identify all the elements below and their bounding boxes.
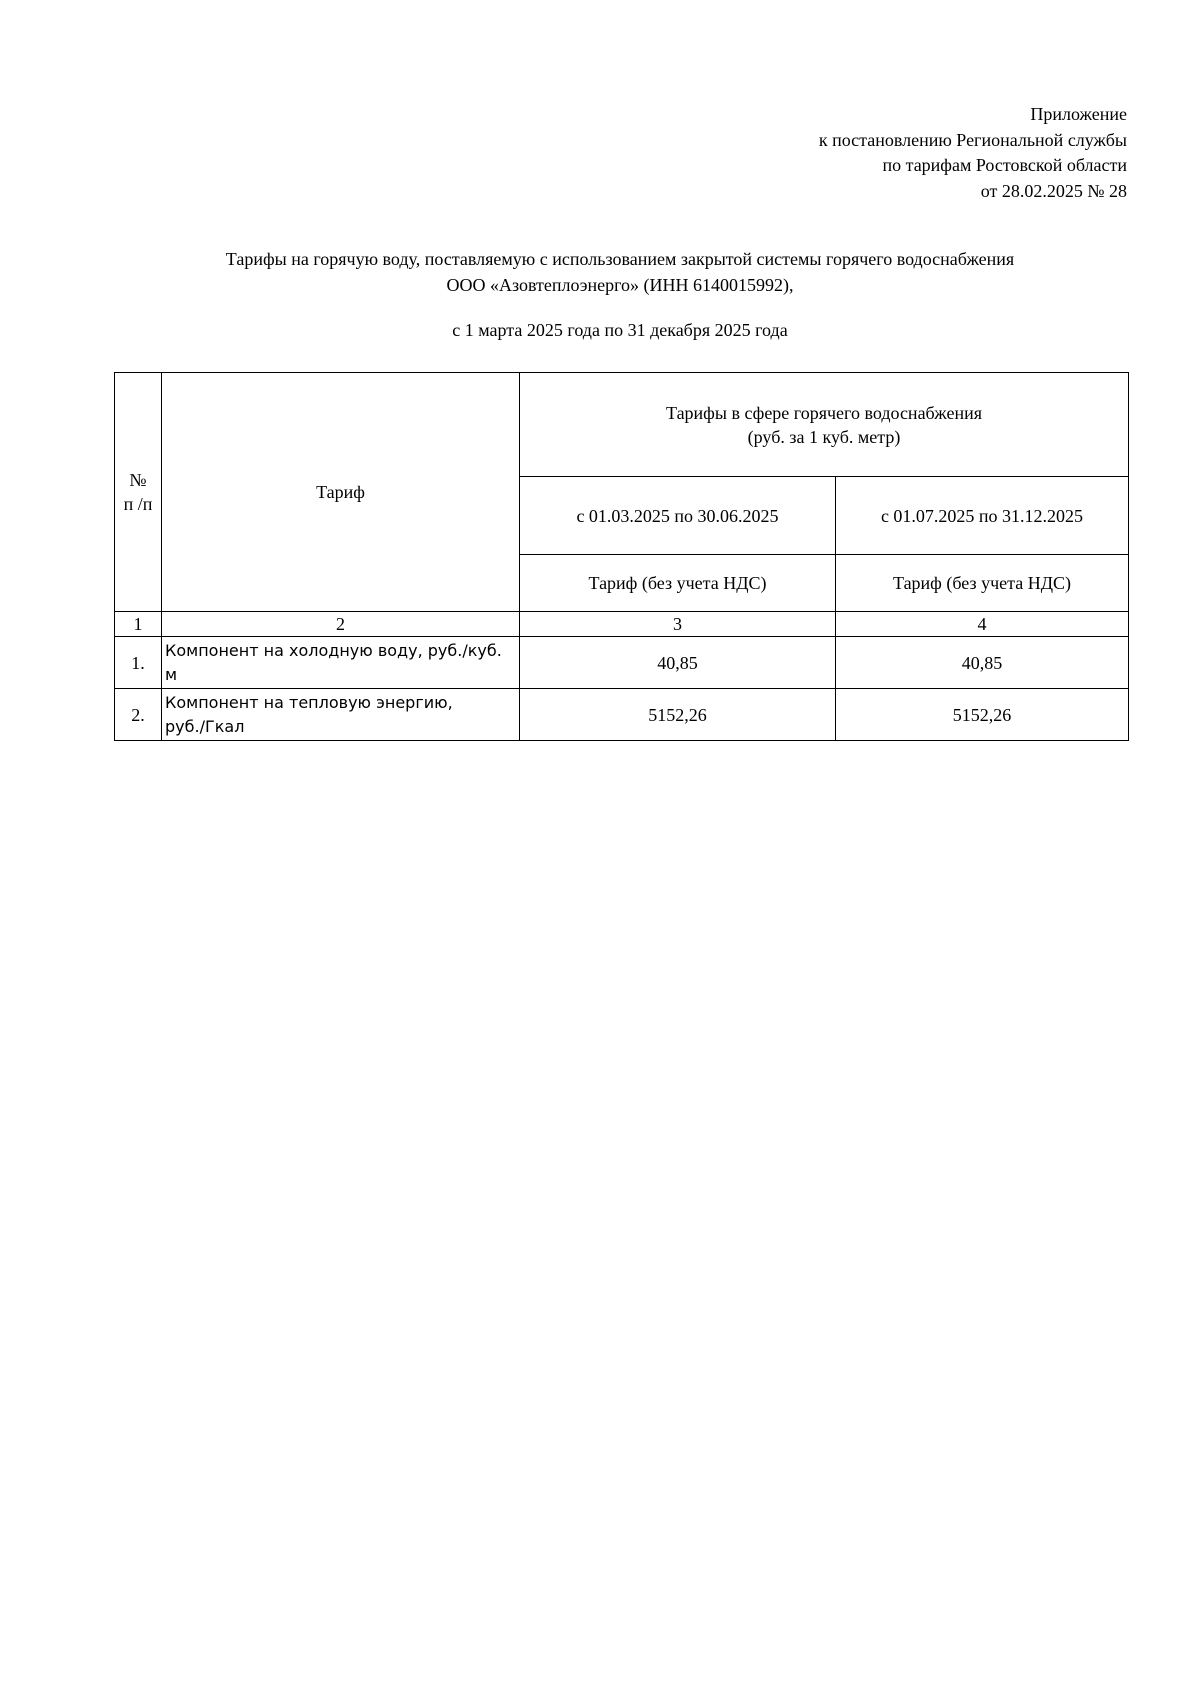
column-number-4: 4 bbox=[836, 612, 1129, 637]
appendix-label: Приложение bbox=[1030, 104, 1127, 124]
table-row bbox=[115, 689, 1129, 741]
row-value-period-2: 40,85 bbox=[836, 637, 1129, 689]
row-component-name-line-2: м bbox=[165, 664, 178, 684]
appendix-date-number: от 28.02.2025 № 28 bbox=[980, 180, 1127, 201]
header-vat-1: Тариф (без учета НДС) bbox=[520, 555, 836, 612]
row-component-name-line-2: руб./Гкал bbox=[165, 716, 245, 736]
document-period: с 1 марта 2025 года по 31 декабря 2025 года bbox=[452, 320, 788, 340]
tariff-table bbox=[114, 372, 1129, 741]
header-group-cell bbox=[520, 373, 1129, 477]
column-number-2: 2 bbox=[162, 612, 520, 637]
header-tariff-cell: Тариф bbox=[162, 373, 520, 612]
table-header-row-1 bbox=[115, 373, 1129, 477]
document-title-line-2: ООО «Азовтеплоэнерго» (ИНН 6140015992), bbox=[446, 274, 794, 295]
header-number-cell bbox=[115, 373, 162, 612]
column-number-1: 1 bbox=[115, 612, 162, 637]
row-component-name bbox=[162, 637, 520, 689]
row-component-name-line-1: Компонент на тепловую энергию, bbox=[165, 692, 453, 712]
row-component-name-line-1: Компонент на холодную воду, руб./куб. bbox=[165, 640, 502, 660]
appendix-authority-line: по тарифам Ростовской области bbox=[882, 155, 1127, 175]
column-number-row bbox=[115, 612, 1129, 637]
appendix-resolution-line: к постановлению Региональной службы bbox=[818, 129, 1127, 150]
row-value-period-2: 5152,26 bbox=[836, 689, 1129, 741]
header-vat-2: Тариф (без учета НДС) bbox=[836, 555, 1129, 612]
header-period-2: с 01.07.2025 по 31.12.2025 bbox=[836, 477, 1129, 555]
appendix-header bbox=[819, 102, 1127, 204]
row-component-name bbox=[162, 689, 520, 741]
header-group-unit: (руб. за 1 куб. метр) bbox=[747, 426, 901, 447]
header-number-label: п /п bbox=[123, 494, 153, 514]
table-row bbox=[115, 637, 1129, 689]
row-value-period-1: 40,85 bbox=[520, 637, 836, 689]
header-group-title: Тарифы в сфере горячего водоснабжения bbox=[666, 402, 982, 423]
row-value-period-1: 5152,26 bbox=[520, 689, 836, 741]
row-number: 2. bbox=[115, 689, 162, 741]
document-title bbox=[0, 247, 1200, 298]
document-title-line-1: Тарифы на горячую воду, поставляемую с использованием закрытой системы горячего водоснабжения bbox=[225, 249, 1015, 269]
row-number: 1. bbox=[115, 637, 162, 689]
header-number-symbol: № bbox=[129, 470, 147, 490]
header-period-1: с 01.03.2025 по 30.06.2025 bbox=[520, 477, 836, 555]
column-number-3: 3 bbox=[520, 612, 836, 637]
